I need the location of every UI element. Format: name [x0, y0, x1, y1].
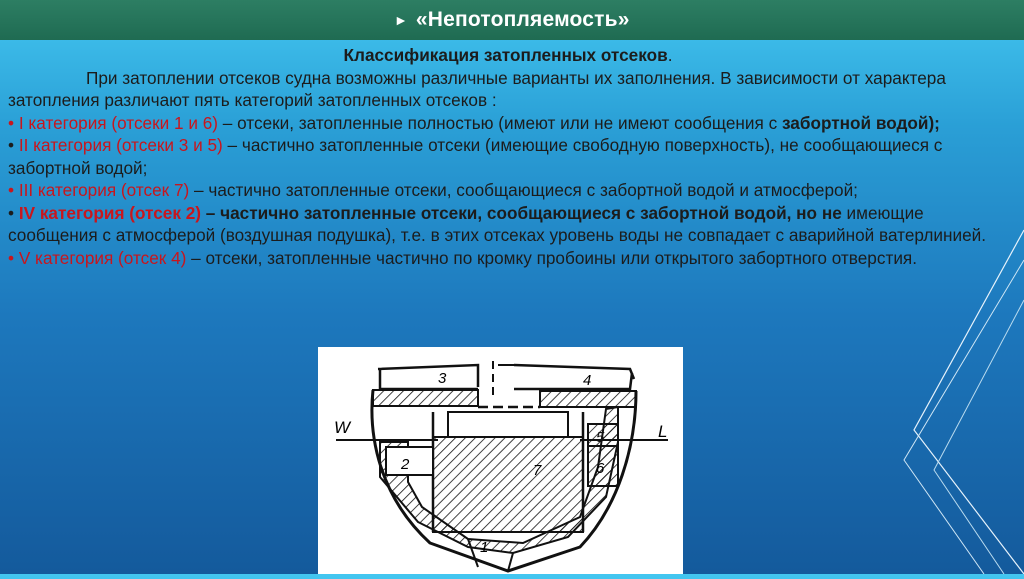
- intro-paragraph: При затоплении отсеков судна возможны различные варианты их заполнения. В зависимости от характера затопления различают пять категорий затопленных отсеков :: [8, 67, 946, 110]
- ship-section-svg: [318, 347, 683, 574]
- category-4-text: имеющие сообщения с атмосферой (воздушная подушка), т.е. в этих отсеках уровень воды не совпадает с аварийной ватерлинией.: [8, 202, 987, 245]
- bullet-1: •: [8, 112, 15, 133]
- category-2-text: – частично затопленные отсеки (имеющие свободную поверхность), не сообщающиеся с забортной водой;: [8, 135, 943, 178]
- category-item-2: [8, 134, 1008, 179]
- category-2-label: II категория (отсеки 3 и 5): [18, 135, 223, 155]
- category-5-label: V категория (отсек 4): [18, 247, 187, 268]
- category-item-1: [8, 112, 1008, 135]
- slide-content: [8, 44, 1008, 269]
- bullet-2: •: [8, 135, 15, 155]
- label-4: 4: [583, 372, 592, 389]
- bullet-4: •: [8, 202, 15, 223]
- bullet-5: •: [8, 247, 15, 268]
- category-1-text: – отсеки, затопленные полностью (имеют или не имеют сообщения с: [218, 112, 782, 133]
- category-5-text: – отсеки, затопленные частично по кромку пробоины или открытого забортного отверстия.: [186, 247, 918, 268]
- category-1-label: I категория (отсеки 1 и 6): [18, 112, 218, 133]
- section-heading-text: Классификация затопленных отсеков: [343, 45, 668, 65]
- category-1-text-bold: забортной водой);: [781, 112, 940, 133]
- bullet-3: •: [8, 180, 15, 200]
- label-1: 1: [480, 539, 489, 556]
- label-3: 3: [438, 370, 447, 387]
- label-L: L: [658, 422, 668, 441]
- category-item-3: [8, 179, 1008, 202]
- label-5: 5: [596, 429, 605, 446]
- header-title-group: [394, 6, 630, 34]
- compartment-7-hatch: [433, 437, 583, 532]
- category-item-5: [8, 247, 1008, 270]
- triangle-bullet-icon: ►: [394, 12, 408, 28]
- category-4-label: IV категория (отсек 2): [18, 202, 202, 223]
- category-3-label: III категория (отсек 7): [18, 180, 190, 200]
- heading-period: .: [667, 45, 673, 65]
- deck-hatch-right: [540, 391, 636, 407]
- section-heading: [8, 44, 1008, 67]
- label-6: 6: [596, 460, 605, 477]
- category-3-text: – частично затопленные отсеки, сообщающиеся с забортной водой и атмосферой;: [189, 180, 858, 200]
- ship-compartments-diagram: [318, 347, 683, 574]
- deck-hatch-left: [373, 390, 478, 406]
- upper-deck-line: [378, 365, 634, 387]
- header-bar: [0, 0, 1024, 40]
- slide-title: «Непотопляемость»: [415, 8, 630, 31]
- label-2: 2: [401, 456, 410, 473]
- category-4-text-bold: – частично затопленные отсеки, сообщающиеся с забортной водой, но не: [201, 202, 842, 223]
- label-7: 7: [533, 462, 542, 479]
- category-item-4: [8, 202, 1008, 247]
- label-W: W: [334, 418, 351, 437]
